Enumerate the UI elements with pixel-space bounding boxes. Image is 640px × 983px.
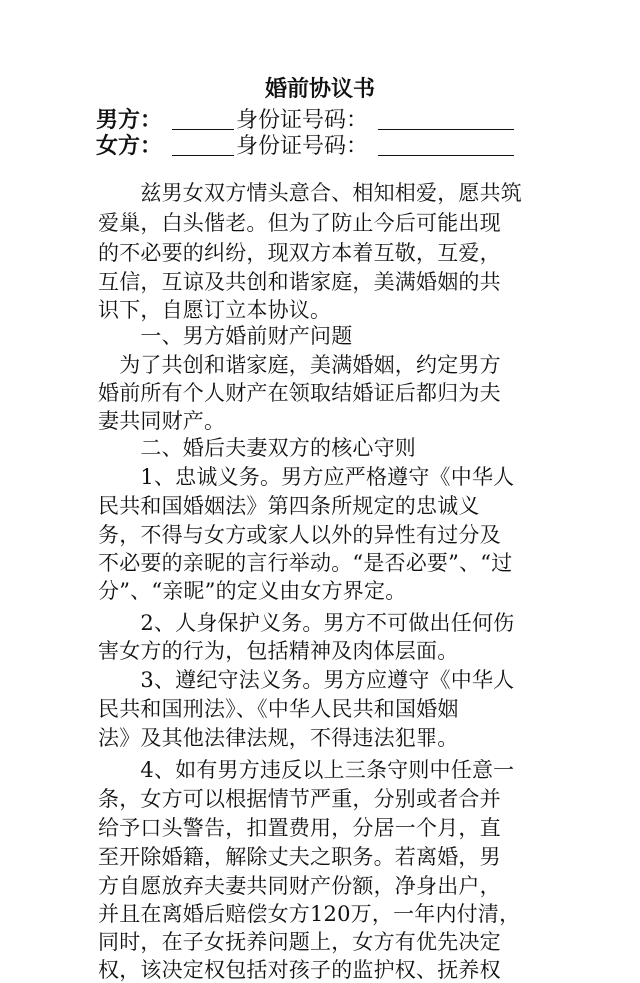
male-id-label: 身份证号码： (236, 108, 369, 133)
document-title: 婚前协议书 (264, 77, 375, 102)
body-line: 互信，互谅及共创和谐家庭，美满婚姻的共 (98, 270, 501, 294)
female-id-label: 身份证号码： (236, 134, 369, 159)
male-id-blank[interactable] (378, 107, 514, 130)
female-label: 女方： (96, 134, 163, 159)
body-line: 至开除婚籍，解除丈夫之职务。若离婚，男 (98, 845, 501, 869)
body-line: 法》及其他法律法规，不得违法犯罪。 (98, 726, 459, 750)
body-line: 民共和国婚姻法》第四条所规定的忠诚义 (98, 494, 480, 518)
body-line: 务，不得与女方或家人以外的异性有过分及 (98, 523, 501, 547)
body-line: 条，女方可以根据情节严重，分别或者合并 (98, 787, 501, 811)
male-party-row (96, 107, 514, 135)
section-heading: 二、婚后夫妻双方的核心守则 (98, 436, 416, 460)
body-line: 2、人身保护义务。男方不可做出任何伤 (98, 611, 515, 635)
female-party-row (96, 133, 514, 161)
body-line: 同时，在子女抚养问题上，女方有优先决定 (98, 930, 501, 954)
body-line: 婚前所有个人财产在领取结婚证后都归为夫 (98, 381, 501, 405)
body-line: 爱巢，白头偕老。但为了防止今后可能出现 (98, 211, 501, 235)
body-line: 4、如有男方违反以上三条守则中任意一 (98, 758, 515, 782)
female-name-blank[interactable] (172, 133, 234, 156)
body-line: 3、遵纪守法义务。男方应遵守《中华人 (98, 668, 515, 692)
body-line: 1、忠诚义务。男方应严格遵守《中华人 (98, 465, 515, 489)
body-line: 权，该决定权包括对孩子的监护权、抚养权 (98, 958, 501, 982)
body-line: 给予口头警告，扣置费用，分居一个月，直 (98, 816, 501, 840)
body-line: 识下，自愿订立本协议。 (98, 298, 332, 322)
body-line: 民共和国刑法》、《中华人民共和国婚姻 (98, 697, 459, 721)
body-line: 的不必要的纠纷，现双方本着互敬，互爱， (98, 241, 501, 265)
body-line: 害女方的行为，包括精神及肉体层面。 (98, 639, 459, 663)
body-line: 兹男女双方情头意合、相知相爱，愿共筑 (98, 181, 522, 205)
male-label: 男方： (96, 108, 163, 133)
body-line: 方自愿放弃夫妻共同财产份额，净身出户， (98, 874, 501, 898)
female-id-blank[interactable] (378, 133, 514, 156)
male-name-blank[interactable] (172, 107, 234, 130)
body-line: 为了共创和谐家庭，美满婚姻，约定男方 (98, 353, 501, 377)
body-line: 并且在离婚后赔偿女方120万，一年内付清， (98, 902, 521, 926)
body-line: 不必要的亲昵的言行举动。“是否必要”、“过 (98, 551, 513, 575)
section-heading: 一、男方婚前财产问题 (98, 324, 353, 348)
body-line: 妻共同财产。 (98, 409, 226, 433)
body-line: 分”、“亲昵”的定义由女方界定。 (98, 579, 407, 603)
